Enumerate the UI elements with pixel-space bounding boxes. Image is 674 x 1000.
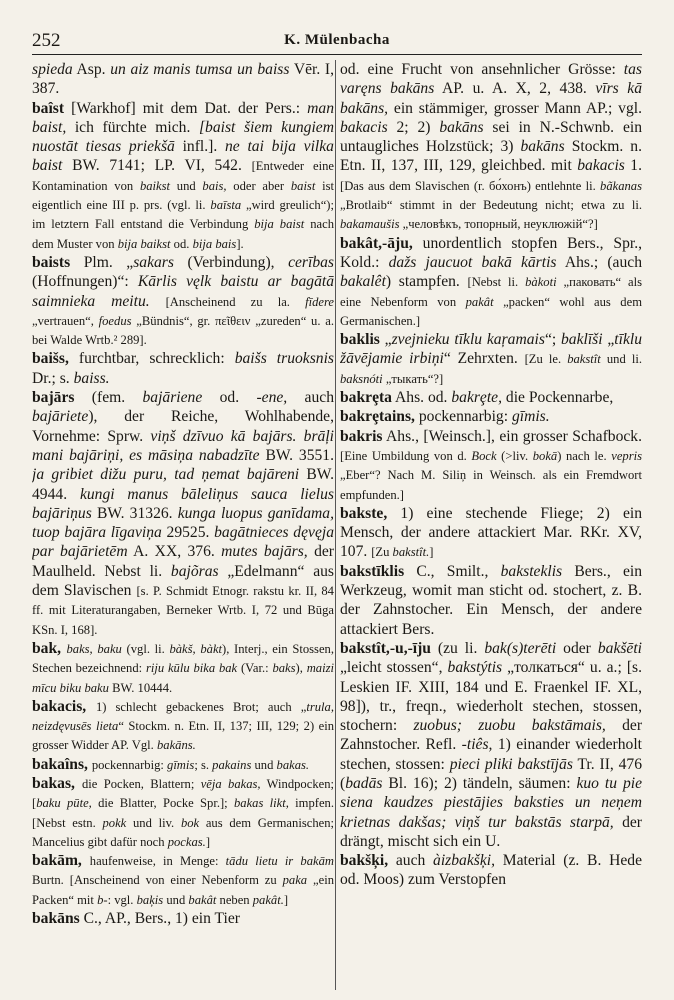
dictionary-entry: spieda Asp. un aiz manis tumsa un baiss Vēr. I, 387. xyxy=(32,61,334,98)
dictionary-entry: bakste, 1) eine stechende Fliege; 2) ein Mensch, der andere attackiert Mar. RKr. XV, 107. [Zu bakstît.] xyxy=(340,504,642,561)
dictionary-entry: bakaîns, pockennarbig: gīmis; s. pakains und bakas. xyxy=(32,755,310,773)
dictionary-entry: bakšķi, auch àizbakšķi, Material (z. B. Hede od. Moos) zum Verstopfen xyxy=(340,852,642,889)
dictionary-entry: bakrȩtains, pockennarbig: gīmis. xyxy=(340,408,550,426)
right-column xyxy=(340,60,642,1000)
dictionary-entry: od. eine Frucht von ansehnlicher Grösse: tas varęns bakāns AP. u. A. X, 2, 438. vīrs kā bakāns, ein stämmiger, grosser Mann AP.; vgl. bakacis 2; 2) bakāns sei in N.-Schwnb. ein untaugliches Holzstück; 3) bakāns Stockm. n. Etn. II, 137, III, 129, gleichbed. mit bakacis 1. [Das aus dem Slavischen (r. бо́хонъ) entlehnte li. bãkanas „Brotlaib“ stimmt in der Bedeutung nicht; etwa zu li. bakamaušis „человѣкъ, топорный, неуклюжій“?] xyxy=(340,61,642,232)
dictionary-entry: baîst [Warkhof] mit dem Dat. der Pers.: man baist, ich fürchte mich. [baist šiem kungiem nuostāt tiesas priekšā infl.]. ne tai bija vilka baist BW. 7141; LP. VI, 542. [Entweder eine Kontamination von baikst und bais, oder aber baist ist eigentlich eine III p. prs. (vgl. li. baīsta „wird greulich“); im letztern Fall entstand die Verbindung bija baist nach dem Muster von bija baikst od. bija bais]. xyxy=(32,99,334,251)
header-rule xyxy=(32,54,642,55)
dictionary-entry: bakrȩta Ahs. od. bakrȩte, die Pockennarbe, xyxy=(340,389,614,407)
dictionary-entry: baklis „zvejnieku tīklu kaŗamais“; baklīši „tīklu žāvējamie irbiņi“ Zehrxten. [Zu le. bakstît und li. baksnóti „тыкать“?] xyxy=(340,331,642,386)
dictionary-entry: bakām, haufenweise, in Menge: tādu lietu ir bakām Burtn. [Anscheinend von einer Nebenform zu paka „ein Packen“ mit b-: vgl. baķis und bakât neben pakât.] xyxy=(32,852,334,907)
left-column xyxy=(32,60,334,1000)
running-head: K. Mülenbacha xyxy=(284,32,390,48)
dictionary-entry: bajārs (fem. bajāriene od. -ene, auch bajāriete), der Reiche, Wohlhabende, Vornehme: Sprw. viņš dzīvuo kā bajārs. brāļi mani bajāriņi, es māsiņa nabadzīte BW. 3551. ja gribiet dižu puru, tad ņemat bajāreni BW. 4944. kungi manus bāleliņus sauca lielus bajāriņus BW. 31326. kunga luopus ganīdama, tuop bajāra līgaviņa 29525. bagātnieces dęvęja par bajārietēm A. XX, 376. mutes bajārs, der Maulheld. Nebst li. bajõras „Edelmann“ aus dem Slavischen [s. P. Schmidt Etnogr. rakstu kr. II, 84 ff. mit Literaturangaben, Berneker Wrtb. I, 72 und Būga KSn. I, 168]. xyxy=(32,389,334,637)
dictionary-entry: bakât,-āju, unordentlich stopfen Bers., Spr., Kold.: dažs jaucuot bakā kārtis Ahs.; (auch bakalêt) stampfen. [Nebst li. bàkoti „паковать“ als eine Nebenform von pakât „packen“ wohl aus dem Germanischen.] xyxy=(340,234,642,328)
dictionary-entry: bakris Ahs., [Weinsch.], ein grosser Schafbock. [Eine Umbildung von d. Bock (>liv. bokā) nach le. vepris „Eber“? Nach M. Siliņ in Weinsch. als ein Fremdwort empfunden.] xyxy=(340,427,642,502)
dictionary-entry: bakāns C., AP., Bers., 1) ein Tier xyxy=(32,910,240,928)
dictionary-entry: baišs, furchtbar, schrecklich: baišs truoksnis Dr.; s. baiss. xyxy=(32,350,334,387)
dictionary-entry: baists Plm. „sakars (Verbindung), cerības (Hoffnungen)“: Kārlis vęlk baistu ar bagātā saimnieka meitu. [Anscheinend zu la. fīdere „vertrauen“, foedus „Bündnis“, gr. πεῖθειν „zureden“ u. a. bei Walde Wrtb.² 289]. xyxy=(32,253,334,348)
column-divider xyxy=(335,60,336,990)
dictionary-entry: bakstît,-u,-īju (zu li. bak(s)terēti oder bakšēti „leicht stossen“, bakstýtis „толкаться“ u. a.; [s. Leskien IF. XIII, 184 und E. Fraenkel IF. XL, 98]), tr., freqn., wiederholt stechen, stossen, stochern: zuobus; zuobu bakstāmais, der Zahnstocher. Refl. -tiês, 1) einander wiederholt stechen, stossen: pieci pliki bakstījās Tr. II, 476 (badās Bl. 16); 2) tändeln, säumen: kuo tu pie siena kaudzes piestājies baksties un neņem krietnas dakšas; viņš tur bakstās starpā, der drängt, mischt sich ein U. xyxy=(340,639,642,850)
dictionary-entry: bak, baks, baku (vgl. li. bàkš, bàkt), Interj., ein Stossen, Stechen bezeichnend: riju kūlu bika bak (Var.: baks), maizi mīcu biku baku BW. 10444. xyxy=(32,639,334,695)
page-header xyxy=(32,10,642,51)
dictionary-entry: bakstīklis C., Smilt., baksteklis Bers., ein Werkzeug, womit man sticht od. stochert, z. B. der Zahnstocher. Ein Mensch, der andere attackiert Bers. xyxy=(340,562,642,638)
page-number: 252 xyxy=(32,30,61,51)
dictionary-entry: bakacis, 1) schlecht gebackenes Brot; auch „trula, neizdęvusēs lieta“ Stockm. n. Etn. II, 137; III, 129; 2) ein grosser Widder AP. Vgl. bakāns. xyxy=(32,697,334,753)
dictionary-entry: bakas, die Pocken, Blattern; vēja bakas, Windpocken; [baku pūte, die Blatter, Pocke Spr.]; bakas likt, impfen. [Nebst estn. pokk und liv. bok aus dem Germanischen; Mancelius gibt dafür noch pockas.] xyxy=(32,774,334,849)
